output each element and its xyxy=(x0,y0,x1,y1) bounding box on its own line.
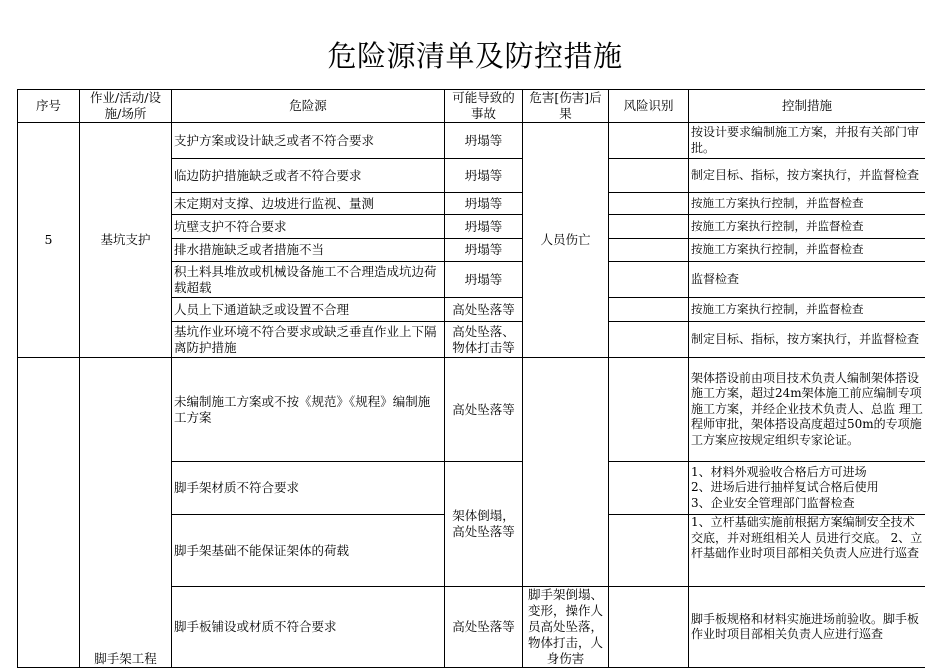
hazard-table-sheet xyxy=(17,89,925,672)
accident-cell: 坍塌等 xyxy=(445,193,523,215)
header-accident: 可能导致的事故 xyxy=(445,90,523,123)
hazard-cell: 支护方案或设计缺乏或者不符合要求 xyxy=(172,123,445,159)
section1-activity: 基坑支护 xyxy=(80,123,172,358)
accident-cell: 高处坠落、物体打击等 xyxy=(445,322,523,358)
risk-swatch xyxy=(609,298,689,322)
section1-no: 5 xyxy=(18,123,80,358)
hazard-cell: 排水措施缺乏或者措施不当 xyxy=(172,239,445,262)
risk-swatch xyxy=(609,322,689,358)
control-cell: 按施工方案执行控制，并监督检查 xyxy=(689,215,926,239)
risk-swatch xyxy=(609,215,689,239)
header-activity: 作业/活动/设施/场所 xyxy=(80,90,172,123)
section2-no xyxy=(18,358,80,668)
accident-cell: 坍塌等 xyxy=(445,262,523,298)
header-harm: 危害[伤害]后果 xyxy=(523,90,609,123)
control-cell: 按施工方案执行控制，并监督检查 xyxy=(689,193,926,215)
table-row xyxy=(18,123,926,159)
control-cell: 脚手板规格和材料实施进场前验收。脚手板作业时项目部相关负责人应进行巡查 xyxy=(689,587,926,668)
control-cell: 1、立杆基础实施前根据方案编制安全技术交底，并对班组相关人 员进行交底。 2、立杆基础作业时项目部相关负责人应进行巡查 xyxy=(689,515,926,587)
accident-cell: 坍塌等 xyxy=(445,159,523,193)
risk-swatch xyxy=(609,358,689,462)
control-cell: 按施工方案执行控制，并监督检查 xyxy=(689,298,926,322)
risk-swatch xyxy=(609,262,689,298)
control-cell: 1、材料外观验收合格后方可进场 2、进场后进行抽样复试合格后使用 3、企业安全管理部门监督检查 xyxy=(689,462,926,515)
control-cell: 制定目标、指标，按方案执行，并监督检查 xyxy=(689,322,926,358)
header-risk: 风险识别 xyxy=(609,90,689,123)
section2-harm-top xyxy=(523,358,609,587)
hazard-cell: 脚手板铺设或材质不符合要求 xyxy=(172,587,445,668)
table-row xyxy=(18,358,926,462)
accident-cell: 坍塌等 xyxy=(445,215,523,239)
hazard-cell: 未定期对支撑、边坡进行监视、量测 xyxy=(172,193,445,215)
section2-harm: 脚手架倒塌、变形，操作人员高处坠落，物体打击，人身伤害 xyxy=(523,587,609,668)
accident-cell: 坍塌等 xyxy=(445,123,523,159)
page-title: 危险源清单及防控措施 xyxy=(327,39,623,73)
section1-harm: 人员伤亡 xyxy=(523,123,609,358)
section2-activity: 脚手架工程 xyxy=(80,358,172,668)
accident-cell: 坍塌等 xyxy=(445,239,523,262)
header-control: 控制措施 xyxy=(689,90,926,123)
risk-swatch xyxy=(609,239,689,262)
hazard-cell: 积土料具堆放或机械设备施工不合理造成坑边荷载超载 xyxy=(172,262,445,298)
control-cell: 按施工方案执行控制，并监督检查 xyxy=(689,239,926,262)
risk-swatch xyxy=(609,193,689,215)
hazard-cell: 未编制施工方案或不按《规范》《规程》编制施工方案 xyxy=(172,358,445,462)
control-cell: 制定目标、指标，按方案执行，并监督检查 xyxy=(689,159,926,193)
hazard-cell: 基坑作业环境不符合要求或缺乏垂直作业上下隔离防护措施 xyxy=(172,322,445,358)
control-cell: 监督检查 xyxy=(689,262,926,298)
risk-swatch xyxy=(609,462,689,515)
hazard-cell: 人员上下通道缺乏或设置不合理 xyxy=(172,298,445,322)
header-no: 序号 xyxy=(18,90,80,123)
hazard-cell: 临边防护措施缺乏或者不符合要求 xyxy=(172,159,445,193)
accident-cell: 高处坠落等 xyxy=(445,358,523,462)
control-cell: 架体搭设前由项目技术负责人编制架体搭设施工方案，超过24m架体施工前应编制专项施工方案，并经企业技术负责人、总监 理工程师审批，架体搭设高度超过50m的专项施工方案应按规定组织专家论证。 xyxy=(689,358,926,462)
risk-swatch xyxy=(609,587,689,668)
accident-cell: 高处坠落等 xyxy=(445,298,523,322)
hazard-table xyxy=(17,89,925,668)
accident-cell: 高处坠落等 xyxy=(445,587,523,668)
risk-swatch xyxy=(609,123,689,159)
risk-swatch xyxy=(609,515,689,587)
hazard-cell: 脚手架材质不符合要求 xyxy=(172,462,445,515)
table-header-row xyxy=(18,90,926,123)
hazard-cell: 脚手架基础不能保证架体的荷载 xyxy=(172,515,445,587)
header-hazard: 危险源 xyxy=(172,90,445,123)
control-cell: 按设计要求编制施工方案，并报有关部门审批。 xyxy=(689,123,926,159)
hazard-cell: 坑壁支护不符合要求 xyxy=(172,215,445,239)
risk-swatch xyxy=(609,159,689,193)
accident-cell: 架体倒塌，高处坠落等 xyxy=(445,462,523,587)
